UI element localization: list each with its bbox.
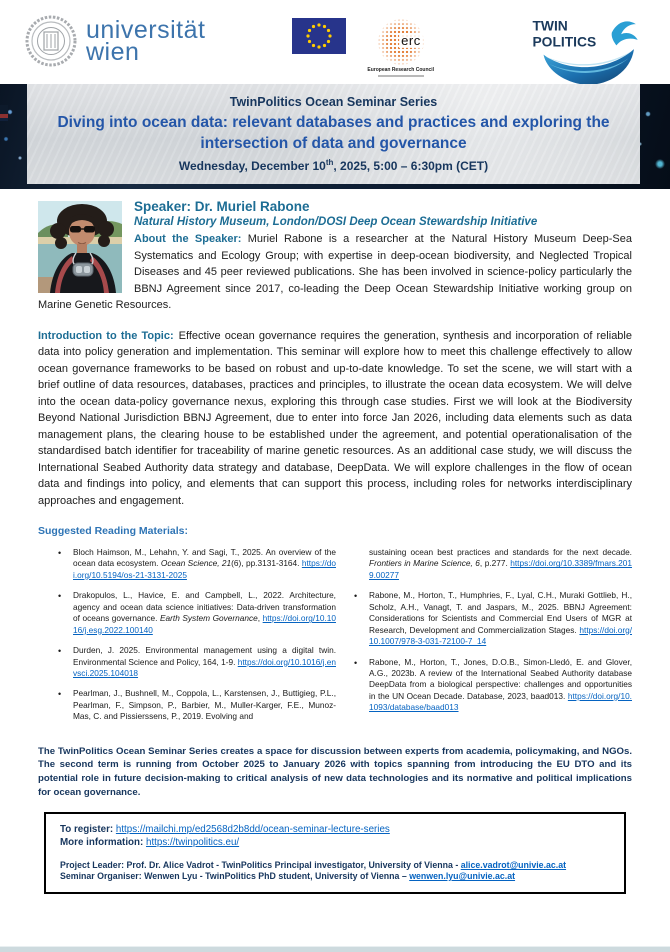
series-description-paragraph: The TwinPolitics Ocean Seminar Series creates a space for discussion between experts from academia, policymaking, and NGOs. The second term is running from October 2025 to January 2026 with topics spanning from introducing the EU DTO and its potential role in future decision-making to critical analysis of new data technologies and its normative and political implications for ocean governance. — [38, 745, 632, 798]
reading-materials-heading: Suggested Reading Materials: — [38, 525, 188, 537]
reference-item — [56, 547, 336, 581]
project-leader-text: Project Leader: Prof. Dr. Alice Vadrot - TwinPolitics Principal investigator, University of Vienna - — [60, 860, 461, 871]
organiser-email-link[interactable]: wenwen.lyu@univie.ac.at — [409, 871, 516, 882]
reference-text: (6), pp.3131-3164. — [231, 558, 302, 569]
introduction-paragraph — [38, 328, 632, 510]
website-link[interactable]: https://twinpolitics.eu/ — [146, 837, 240, 849]
speaker-section — [38, 199, 632, 314]
funder-logos — [292, 18, 444, 77]
introduction-label: Introduction to the Topic: — [38, 329, 174, 342]
date-text: Wednesday, December 10 — [178, 159, 326, 174]
whale-tail-shape — [612, 21, 638, 45]
erc-fineprint-line — [378, 75, 424, 77]
banner — [0, 84, 670, 189]
university-vienna-line1: universität — [86, 16, 206, 44]
doi-link[interactable]: https://doi.org/10.1093/database/baad013 — [369, 690, 632, 713]
university-vienna-logo — [24, 12, 205, 70]
time-text: , 2025, 5:00 – 6:30pm (CET) — [333, 159, 489, 174]
reference-text: Bloch Haimson, M., Lehahn, Y. and Sagi, T., 2025. An overview of the ocean data ecosystem. — [73, 547, 336, 569]
reading-materials-columns — [38, 547, 632, 732]
bottom-edge-bar — [0, 946, 670, 952]
reference-text: Rabone, M., Horton, T., Humphries, F., Lyal, C.H., Muraki Gottlieb, H., Scholz, A.H., Vanagt, T. and Jaspars, M., 2025. BBNJ Agreement: Considerations for Scientists and Commercial End Users of MGR at Research, Development and Commercialization Stages. — [369, 590, 632, 635]
reference-text: , — [257, 613, 263, 624]
reference-text: Rabone, M., Horton, T., Jones, D.O.B., Simon-Lledó, E. and Glover, A.G., 2023b. A review of the International Seabed Authority database DeepData from a biological perspective: challenges and opportunities in the UN Ocean Decade. Database, 2023, baad013. — [369, 656, 632, 701]
reading-column-right — [352, 547, 632, 723]
erc-wordmark: erc — [401, 33, 421, 48]
register-label: To register — [60, 824, 110, 836]
project-leader-line — [60, 860, 610, 870]
reference-item — [352, 657, 632, 714]
about-speaker-label: About the Speaker: — [134, 233, 242, 245]
logo-header — [0, 0, 670, 82]
seminar-datetime — [179, 158, 488, 173]
banner-panel — [27, 84, 640, 184]
journal-name: Ocean Science, 21 — [160, 558, 232, 569]
university-vienna-seal-icon — [24, 12, 78, 70]
university-vienna-line2: wien — [86, 38, 140, 66]
flyer-content — [0, 199, 670, 894]
introduction-text: Effective ocean governance requires the generation, synthesis and incorporation of reliable data into policy generation and implementation. This seminar will explore how to meet this challenge effectively to allow ocean governance frameworks to be based on robust and up-to-date knowledge. To set the scene, we will start with a brief outline of data resources, databases, practices and principles, to illustrate the ocean data ecosystem. We will delve into the ocean data-policy governance nexus, exploring this through case studies. First we will look at the Biodiversity Beyond National Jurisdiction BBNJ Agreement, due to enter into force Jan 2026, including data elements such as data management plans, the clearing house to be established under the agreement, and potential operationalisation of the standardised batch identifier for traceability of marine genetic resources. As an additional case study, we will discuss the International Seabed Authority data strategy and database, DeepData. We will explore challenges in the flow of ocean data and findings into policy, and elements that can support this process, including roles for networks interdisciplinary approaches and engagement. — [38, 329, 632, 507]
speaker-photo — [38, 201, 122, 293]
reference-item — [56, 688, 336, 722]
register-line: To register: https://mailchi.mp/ed2568d2b8dd/ocean-seminar-lecture-series — [60, 824, 390, 836]
doi-link[interactable]: https://doi.org/10.5194/os-21-3131-2025 — [73, 558, 336, 580]
twinpolitics-word-twin: TWIN — [532, 17, 568, 34]
reference-text: Durden, J. 2025. Environmental management using a digital twin. Environmental Science and Policy, 164, 1-9. — [73, 645, 336, 667]
doi-link[interactable]: https://doi.org/10.1007/978-3-031-72100-7_14 — [369, 624, 632, 647]
organiser-line — [60, 871, 610, 881]
twinpolitics-logo — [530, 14, 642, 91]
reference-item — [56, 645, 336, 679]
university-vienna-wordmark — [86, 16, 206, 66]
journal-name: Earth System Governance — [159, 613, 258, 624]
info-label: More information — [60, 837, 141, 849]
journal-name: Frontiers in Marine Science, 6 — [369, 558, 480, 569]
seminar-series-name: TwinPolitics Ocean Seminar Series — [229, 94, 438, 109]
reference-text: sustaining ocean best practices and standards for the next decade. — [369, 547, 632, 557]
doi-link[interactable]: https://doi.org/10.3389/fmars.2019.00277 — [369, 558, 632, 580]
reference-item — [352, 590, 632, 647]
erc-sunburst-icon — [377, 18, 425, 66]
reference-text: , p.277. — [479, 558, 511, 569]
speaker-name-heading: Speaker: Dr. Muriel Rabone — [134, 199, 310, 214]
reference-continuation — [352, 547, 632, 581]
reference-item — [56, 590, 336, 636]
reference-text: Drakopulos, L., Havice, E. and Campbell, L., 2022. Architecture, agency and ocean data science initiatives: Data-driven transformation of oceans governance. — [73, 590, 336, 624]
leader-email-link[interactable]: alice.vadrot@univie.ac.at — [460, 860, 567, 871]
doi-link[interactable]: https://doi.org/10.1016/j.envsci.2025.104018 — [73, 656, 336, 678]
organiser-text: Seminar Organiser: Wenwen Lyu - TwinPolitics PhD student, University of Vienna – — [60, 871, 410, 882]
speaker-about-paragraph — [38, 231, 632, 314]
erc-logo — [358, 18, 444, 77]
date-ordinal: th — [325, 158, 334, 168]
reference-text: Pearlman, J., Bushnell, M., Coppola, L., Karstensen, J., Buttigieg, P.L., Pearlman, F., Simpson, P., Barbier, M., Muller-Karger, F.E., Munoz-Mas, C. and Pissierssens, P., 2019. Evolving and — [73, 688, 336, 722]
wave-bowl-shape — [544, 49, 634, 85]
info-line: More information: https://twinpolitics.eu/ — [60, 837, 240, 849]
about-speaker-text: Muriel Rabone is a researcher at the Natural History Museum Deep-Sea Systematics and Ecology Group; with expertise in deep-ocean biodiversity, and Neglected Tropical Diseases and 45 peer reviewed publications. She has been involved in science-policy particularly the BBNJ Agreement since 2017, co-leading the Deep Ocean Stewardship Initiative working group on Marine Genetic Resources. — [38, 233, 632, 311]
twinpolitics-word-politics: POLITICS — [532, 33, 597, 50]
doi-link[interactable]: https://doi.org/10.1016/j.esg.2022.100140 — [73, 613, 336, 635]
reading-column-left — [56, 547, 336, 732]
eu-flag-icon — [292, 18, 346, 54]
speaker-affiliation: Natural History Museum, London/DOSI Deep Ocean Stewardship Initiative — [134, 216, 538, 228]
erc-subtitle: European Research Council — [367, 67, 435, 73]
registration-link[interactable]: https://mailchi.mp/ed2568d2b8dd/ocean-seminar-lecture-series — [115, 824, 390, 836]
seminar-title: Diving into ocean data: relevant databases and practices and exploring the intersection of data and governance — [57, 113, 610, 152]
registration-box — [44, 812, 626, 894]
banner-edge-fragment — [0, 105, 8, 121]
